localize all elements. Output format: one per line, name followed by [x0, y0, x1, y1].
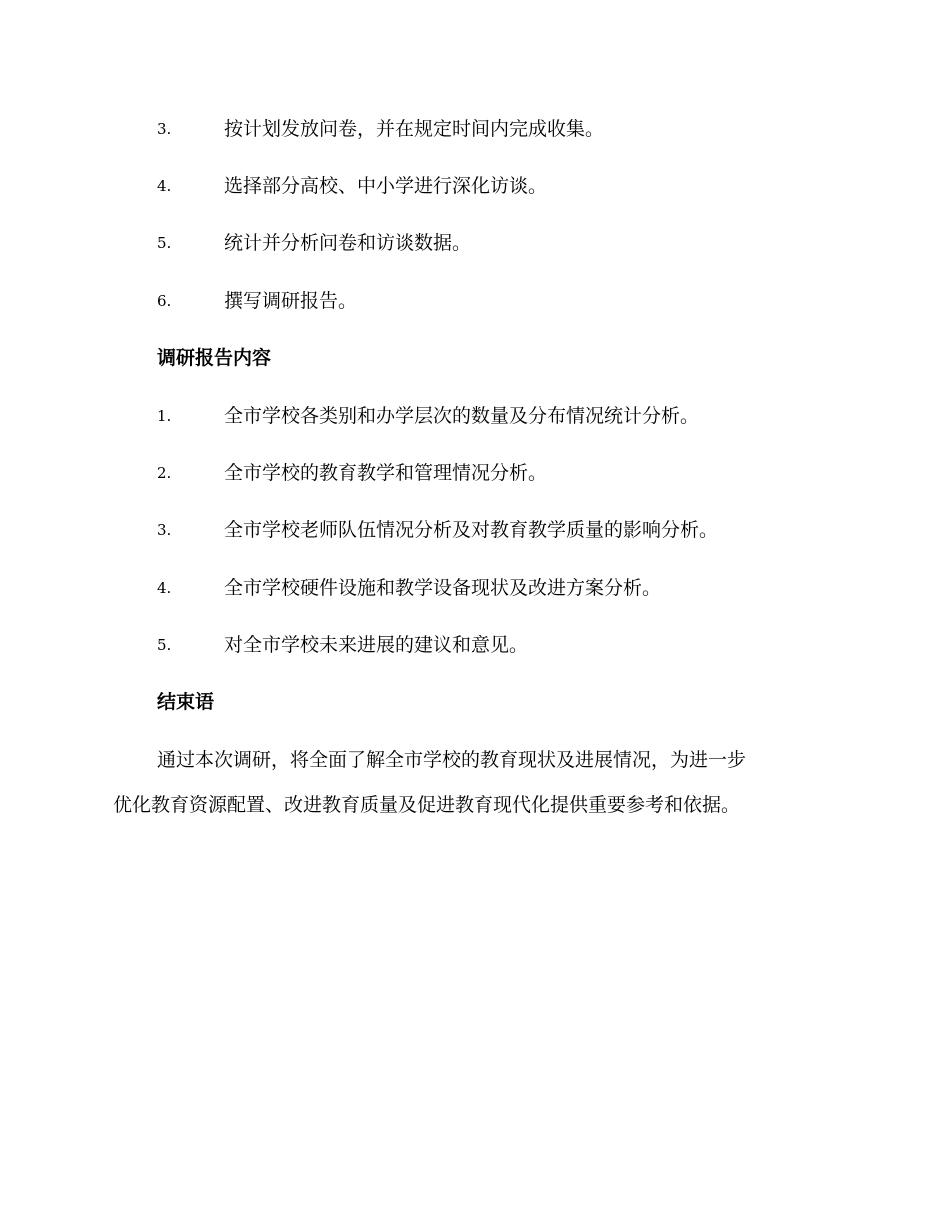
list-item-text: 全市学校各类别和办学层次的数量及分布情况统计分析。	[224, 405, 700, 427]
list-item-number: 4.	[157, 579, 172, 597]
list-item-number: 1.	[157, 407, 172, 425]
section-heading-report-content: 调研报告内容	[157, 347, 272, 369]
list-item-text: 对全市学校未来进展的建议和意见。	[224, 634, 529, 656]
list-item-text: 全市学校硬件设施和教学设备现状及改进方案分析。	[224, 577, 662, 599]
list-item-number: 4.	[157, 177, 172, 195]
list-item	[0, 228, 950, 258]
list-item-text: 选择部分高校、中小学进行深化访谈。	[224, 175, 548, 197]
list-item	[0, 286, 950, 316]
list-item-text: 全市学校老师队伍情况分析及对教育教学质量的影响分析。	[224, 519, 719, 541]
conclusion-paragraph-line-1: 通过本次调研，将全面了解全市学校的教育现状及进展情况，为进一步	[157, 749, 747, 771]
list-item	[0, 401, 950, 431]
list-item	[0, 114, 950, 144]
conclusion-paragraph-line-2: 优化教育资源配置、改进教育质量及促进教育现代化提供重要参考和依据。	[113, 794, 741, 816]
list-item-text: 撰写调研报告。	[224, 290, 358, 312]
list-item	[0, 515, 950, 545]
section-heading-conclusion: 结束语	[157, 691, 215, 713]
list-item-text: 全市学校的教育教学和管理情况分析。	[224, 462, 548, 484]
list-item	[0, 458, 950, 488]
list-item-text: 统计并分析问卷和访谈数据。	[224, 232, 472, 254]
list-item	[0, 573, 950, 603]
list-item-number: 5.	[157, 234, 172, 252]
list-item-number: 3.	[157, 521, 172, 539]
list-item-number: 3.	[157, 120, 172, 138]
list-item	[0, 630, 950, 660]
list-item-number: 6.	[157, 292, 172, 310]
list-item-number: 5.	[157, 636, 172, 654]
list-item-number: 2.	[157, 464, 172, 482]
list-item	[0, 171, 950, 201]
list-item-text: 按计划发放问卷，并在规定时间内完成收集。	[224, 118, 605, 140]
